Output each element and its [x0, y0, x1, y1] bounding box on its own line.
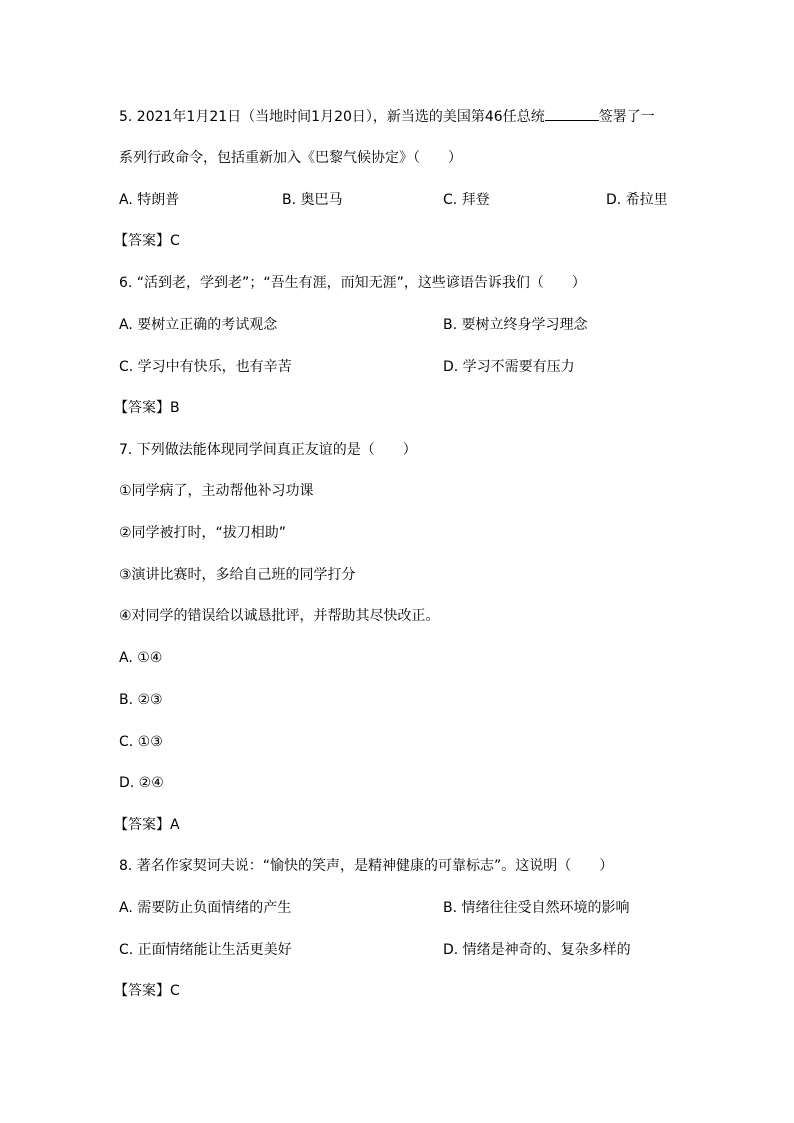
- option-d: D. 学习不需要有压力: [443, 359, 575, 375]
- option-c: C. 拜登: [443, 192, 490, 208]
- question-stem: [119, 108, 655, 126]
- stem-text: 签署了一: [598, 109, 655, 125]
- question-stem: 6. “活到老，学到老”；“吾生有涯，而知无涯”，这些谚语告诉我们（ ）: [119, 275, 586, 291]
- question-stem: 8. 著名作家契诃夫说：“愉快的笑声，是精神健康的可靠标志”。这说明（ ）: [119, 858, 614, 874]
- statement-item: ①同学病了，主动帮他补习功课: [119, 483, 314, 499]
- option-c: C. 正面情绪能让生活更美好: [119, 942, 292, 958]
- question-stem-cont: 系列行政命令，包括重新加入《巴黎气候协定》（ ）: [119, 150, 462, 166]
- answer: 【答案】C: [114, 983, 180, 999]
- stem-text: 5. 2021年1月21日（当地时间1月20日），新当选的美国第46任总统: [119, 109, 545, 125]
- option-a: A. 要树立正确的考试观念: [119, 317, 278, 333]
- option-d: D. 希拉里: [606, 192, 668, 208]
- option-b: B. ②③: [119, 692, 163, 708]
- answer: 【答案】B: [114, 400, 180, 416]
- option-c: C. 学习中有快乐，也有辛苦: [119, 359, 292, 375]
- statement-item: ③演讲比赛时，多给自己班的同学打分: [119, 567, 356, 583]
- option-b: B. 情绪往往受自然环境的影响: [443, 900, 630, 916]
- option-d: D. ②④: [119, 775, 164, 791]
- option-b: B. 奥巴马: [282, 192, 343, 208]
- option-d: D. 情绪是神奇的、复杂多样的: [443, 942, 631, 958]
- option-a: A. ①④: [119, 650, 163, 666]
- option-a: A. 特朗普: [119, 192, 180, 208]
- fill-blank: [545, 108, 599, 121]
- option-a: A. 需要防止负面情绪的产生: [119, 900, 292, 916]
- answer: 【答案】A: [114, 817, 180, 833]
- question-stem: 7. 下列做法能体现同学间真正友谊的是（ ）: [119, 442, 417, 458]
- option-b: B. 要树立终身学习理念: [443, 317, 588, 333]
- option-c: C. ①③: [119, 734, 163, 750]
- statement-item: ②同学被打时，“拔刀相助”: [119, 525, 287, 541]
- statement-item: ④对同学的错误给以诚恳批评，并帮助其尽快改正。: [119, 608, 440, 624]
- answer: 【答案】C: [114, 233, 180, 249]
